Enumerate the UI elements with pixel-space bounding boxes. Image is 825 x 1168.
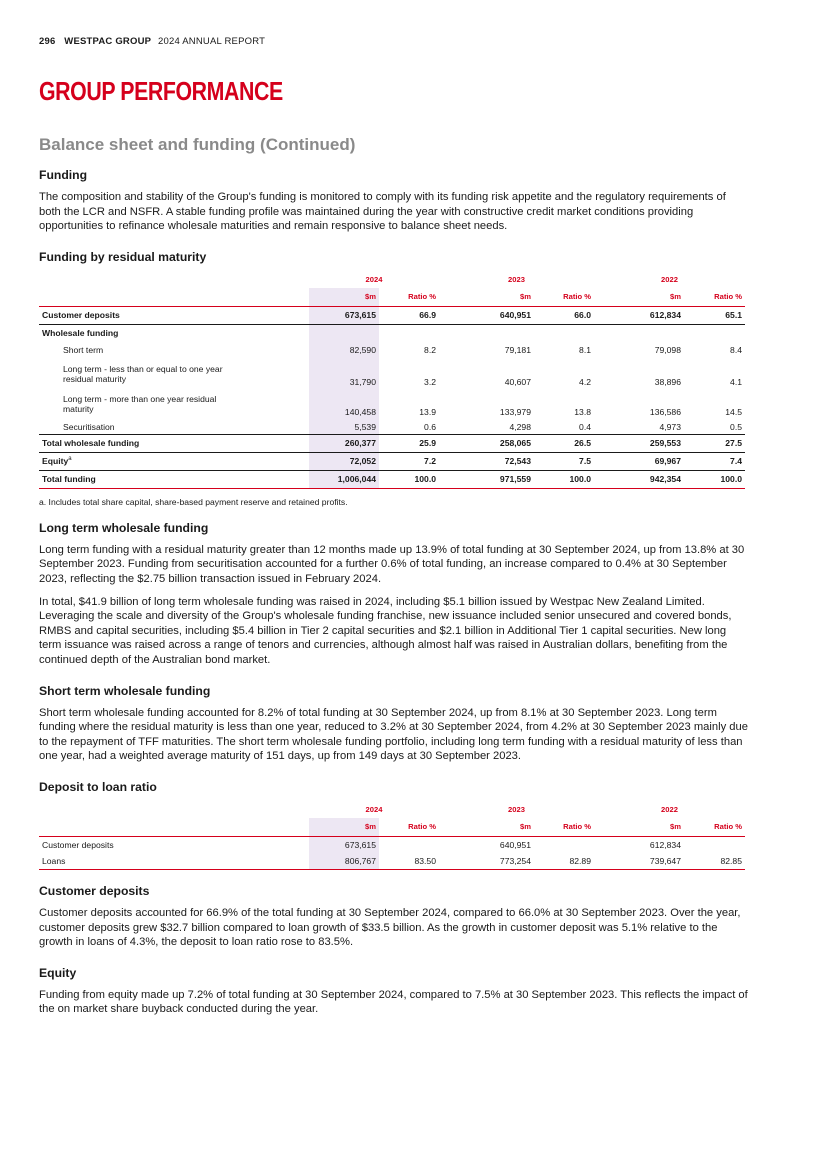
col-header-ratio: Ratio % [714,822,742,832]
page-subtitle: Balance sheet and funding (Continued) [39,135,356,154]
main-content [39,168,749,1025]
funding-table [39,272,745,489]
equity-paragraph: Funding from equity made up 7.2% of total funding at 30 September 2024, compared to 7.5% at 30 September 2023. This reflects the impact of the on market share buyback conducted during the year. [39,988,748,1016]
short-term-heading: Short term wholesale funding [39,683,211,698]
page-number: 296 [39,36,56,47]
deposit-loan-table [39,802,745,870]
customer-deposits-paragraph: Customer deposits accounted for 66.9% of the total funding at 30 September 2024, compared to 66.0% at 30 September 2023. Over the year, customer deposits grew $32.7 billion compared to loan growth of $33.5 billion. As the growth in customer deposit was 5.1% relative to the growth in loans of 4.3%, the deposit to loan ratio rose to 83.5%. [39,906,741,949]
funding-paragraph: The composition and stability of the Group's funding is monitored to comply with its funding risk appetite and the regulatory requirements of both the LCR and NSFR. A stable funding profile was maintained during the year with constructive credit market conditions providing opportunities to refinance wholesale maturities and remain responsive to balance sheet needs. [39,191,726,233]
equity-heading: Equity [39,965,77,980]
company-name: WESTPAC GROUP [64,36,152,47]
col-header-ratio: Ratio % [714,292,742,302]
col-header-sm: $m [309,818,379,837]
funding-heading: Funding [39,168,88,182]
year-2022: 2022 [661,275,678,285]
year-2023: 2023 [508,805,525,815]
year-2023: 2023 [508,275,525,285]
col-header-sm: $m [309,288,379,307]
funding-table-heading: Funding by residual maturity [39,249,207,264]
col-header-sm: $m [520,822,531,832]
section-title: GROUP PERFORMANCE [39,76,283,106]
col-header-sm: $m [670,822,681,832]
table-row: Equity$^a$ 72,052 7.2 72,543 7.5 69,967 7.4 [39,452,745,470]
table-row: Long term - more than one year residual maturity 140,458 13.9 133,979 13.8 136,586 14.5 [39,389,745,419]
report-name: 2024 ANNUAL REPORT [158,36,266,47]
col-header-ratio: Ratio % [408,292,436,302]
col-header-ratio: Ratio % [563,292,591,302]
table-row: Loans 806,767 83.50 773,254 82.89 739,647 82.85 [39,852,745,869]
table-row: Customer deposits 673,615 66.9 640,951 66.0 612,834 65.1 [39,306,745,324]
long-term-paragraph-1: Long term funding with a residual maturity greater than 12 months made up 13.9% of total funding at 30 September 2024, up from 13.8% at 30 September 2023. Funding from securitisation accounted for a further 0.6% of total funding, an increase compared to 0.4% at 30 September 2023, reflecting the $2.75 billion transaction issued in February 2024. [39,543,745,585]
table-row: Wholesale funding [39,324,745,341]
col-header-sm: $m [670,292,681,302]
year-2022: 2022 [661,805,678,815]
table-row: Total wholesale funding 260,377 25.9 258,065 26.5 259,553 27.5 [39,434,745,452]
short-term-paragraph: Short term wholesale funding accounted for 8.2% of total funding at 30 September 2024, up from 8.1% at 30 September 2023. Long term funding where the residual maturity is less than one year, reduced to 3.2% at 30 September 2024, from 4.2% at 30 September 2023 mainly due to the repayment of TFF maturities. The short term wholesale funding portfolio, including long term funding with a residual maturity of less than one year, had a weighted average maturity of 151 days, up from 149 days at 30 September 2023. [39,706,748,763]
table-footnote: a. Includes total share capital, share-based payment reserve and retained profits. [39,496,348,507]
table-row: Total funding 1,006,044 100.0 971,559 100.0 942,354 100.0 [39,470,745,488]
table-row: Customer deposits 673,615 640,951 612,834 [39,836,745,852]
year-2024: 2024 [365,805,383,815]
ratio-table-heading: Deposit to loan ratio [39,779,157,794]
customer-deposits-heading: Customer deposits [39,883,150,898]
long-term-heading: Long term wholesale funding [39,520,209,535]
page-header [39,36,265,47]
long-term-paragraph-2: In total, $41.9 billion of long term wholesale funding was raised in 2024, including $5.1 billion issued by Westpac New Zealand Limited. Leveraging the scale and diversity of the Group's wholesale funding franchise, new issuance included senior unsecured and covered bonds, RMBS and capital securities, including $5.4 billion in Tier 2 capital securities and $2.1 billion in Additional Tier 1 capital securities. New long term issuance was raised across a range of tenors and currencies, although almost half was raised in Australian dollars, benefiting from the continued depth of the Australian bond market. [39,595,732,666]
col-header-sm: $m [520,292,531,302]
col-header-ratio: Ratio % [408,822,436,832]
table-row: Long term - less than or equal to one year residual maturity 31,790 3.2 40,607 4.2 38,896 4.1 [39,359,745,389]
col-header-ratio: Ratio % [563,822,591,832]
table-row: Short term 82,590 8.2 79,181 8.1 79,098 8.4 [39,341,745,359]
year-2024: 2024 [365,275,383,285]
table-row: Securitisation 5,539 0.6 4,298 0.4 4,973 0.5 [39,419,745,434]
